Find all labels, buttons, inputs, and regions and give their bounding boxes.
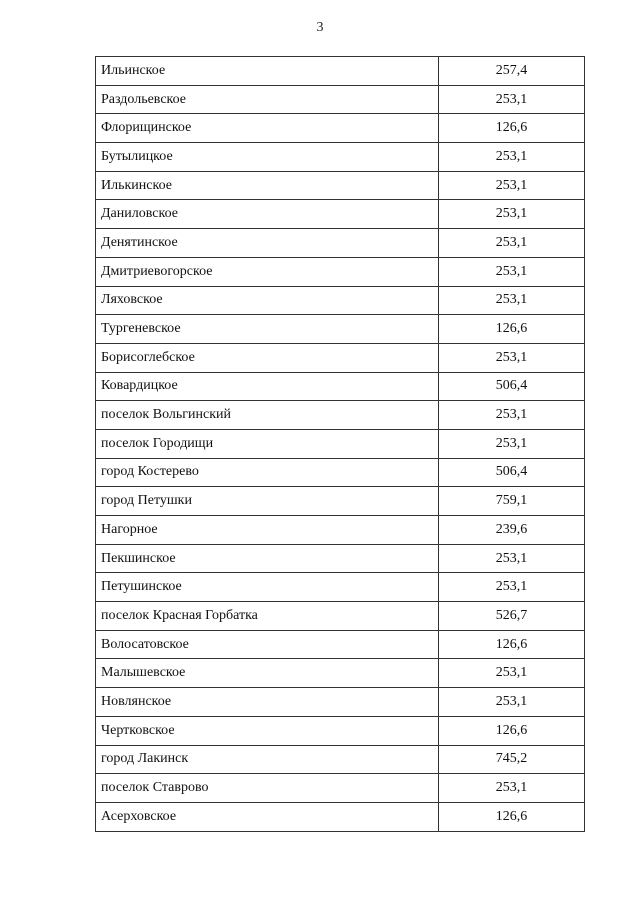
table-row bbox=[96, 544, 585, 573]
table-row bbox=[96, 257, 585, 286]
amount-value: 526,7 bbox=[439, 602, 585, 631]
municipality-name: Малышевское bbox=[96, 659, 439, 688]
amount-value: 253,1 bbox=[439, 429, 585, 458]
table-row bbox=[96, 716, 585, 745]
amount-value: 506,4 bbox=[439, 458, 585, 487]
municipality-name: Раздольевское bbox=[96, 85, 439, 114]
table-row bbox=[96, 573, 585, 602]
municipality-name: Борисоглебское bbox=[96, 343, 439, 372]
table-row bbox=[96, 200, 585, 229]
table-row bbox=[96, 372, 585, 401]
table-row bbox=[96, 143, 585, 172]
table-row bbox=[96, 802, 585, 831]
table-row bbox=[96, 429, 585, 458]
amount-value: 253,1 bbox=[439, 659, 585, 688]
table-row bbox=[96, 343, 585, 372]
table-row bbox=[96, 774, 585, 803]
table-row bbox=[96, 516, 585, 545]
municipality-name: Волосатовское bbox=[96, 630, 439, 659]
municipality-name: Асерховское bbox=[96, 802, 439, 831]
table-row bbox=[96, 745, 585, 774]
municipality-name: Дмитриевогорское bbox=[96, 257, 439, 286]
table-row bbox=[96, 688, 585, 717]
amount-value: 506,4 bbox=[439, 372, 585, 401]
municipality-name: Илькинское bbox=[96, 171, 439, 200]
allocation-table bbox=[95, 56, 585, 832]
amount-value: 253,1 bbox=[439, 343, 585, 372]
table-row bbox=[96, 630, 585, 659]
municipality-name: Пекшинское bbox=[96, 544, 439, 573]
amount-value: 253,1 bbox=[439, 200, 585, 229]
municipality-name: Новлянское bbox=[96, 688, 439, 717]
table-row bbox=[96, 229, 585, 258]
amount-value: 253,1 bbox=[439, 573, 585, 602]
table-row bbox=[96, 602, 585, 631]
municipality-name: Бутылицкое bbox=[96, 143, 439, 172]
municipality-name: поселок Ставрово bbox=[96, 774, 439, 803]
table-row bbox=[96, 57, 585, 86]
amount-value: 745,2 bbox=[439, 745, 585, 774]
amount-value: 253,1 bbox=[439, 229, 585, 258]
municipality-name: поселок Красная Горбатка bbox=[96, 602, 439, 631]
municipality-name: Чертковское bbox=[96, 716, 439, 745]
amount-value: 239,6 bbox=[439, 516, 585, 545]
table-row bbox=[96, 458, 585, 487]
amount-value: 253,1 bbox=[439, 688, 585, 717]
table-row bbox=[96, 171, 585, 200]
municipality-name: Ильинское bbox=[96, 57, 439, 86]
amount-value: 126,6 bbox=[439, 315, 585, 344]
municipality-name: Даниловское bbox=[96, 200, 439, 229]
municipality-name: Ковардицкое bbox=[96, 372, 439, 401]
amount-value: 126,6 bbox=[439, 630, 585, 659]
municipality-name: город Костерево bbox=[96, 458, 439, 487]
municipality-name: город Лакинск bbox=[96, 745, 439, 774]
amount-value: 253,1 bbox=[439, 774, 585, 803]
municipality-name: Флорищинское bbox=[96, 114, 439, 143]
table-row bbox=[96, 114, 585, 143]
amount-value: 126,6 bbox=[439, 114, 585, 143]
table-row bbox=[96, 401, 585, 430]
table-row bbox=[96, 659, 585, 688]
municipality-name: Ляховское bbox=[96, 286, 439, 315]
amount-value: 253,1 bbox=[439, 85, 585, 114]
amount-value: 257,4 bbox=[439, 57, 585, 86]
amount-value: 126,6 bbox=[439, 716, 585, 745]
amount-value: 253,1 bbox=[439, 143, 585, 172]
table-row bbox=[96, 315, 585, 344]
table-row bbox=[96, 85, 585, 114]
municipality-name: поселок Городищи bbox=[96, 429, 439, 458]
amount-value: 126,6 bbox=[439, 802, 585, 831]
amount-value: 253,1 bbox=[439, 257, 585, 286]
municipality-name: город Петушки bbox=[96, 487, 439, 516]
page-number: 3 bbox=[316, 20, 324, 35]
amount-value: 759,1 bbox=[439, 487, 585, 516]
table-row bbox=[96, 487, 585, 516]
municipality-name: поселок Вольгинский bbox=[96, 401, 439, 430]
amount-value: 253,1 bbox=[439, 544, 585, 573]
amount-value: 253,1 bbox=[439, 171, 585, 200]
municipality-name: Петушинское bbox=[96, 573, 439, 602]
municipality-name: Денятинское bbox=[96, 229, 439, 258]
table-row bbox=[96, 286, 585, 315]
amount-value: 253,1 bbox=[439, 286, 585, 315]
municipality-name: Тургеневское bbox=[96, 315, 439, 344]
amount-value: 253,1 bbox=[439, 401, 585, 430]
municipality-name: Нагорное bbox=[96, 516, 439, 545]
